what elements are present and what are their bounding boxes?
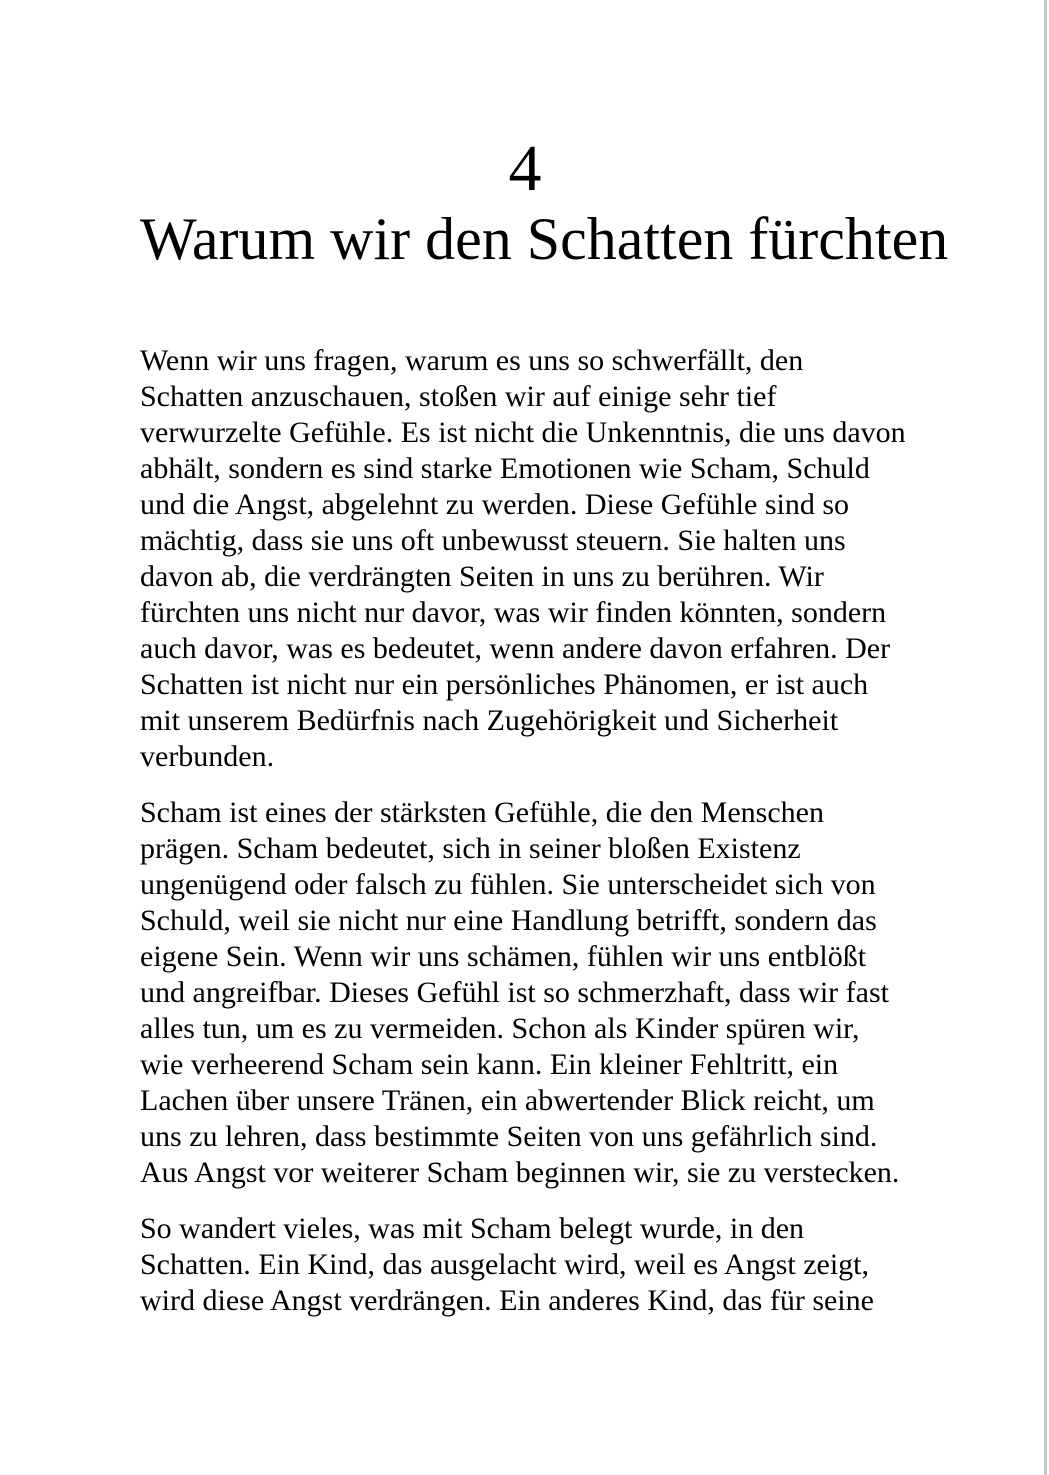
text-line: Wenn wir uns fragen, warum es uns so schwerfällt, den xyxy=(140,344,804,377)
body-text xyxy=(140,343,940,1339)
chapter-number: 4 xyxy=(508,132,542,205)
text-line: alles tun, um es zu vermeiden. Schon als Kinder spüren wir, xyxy=(140,1012,860,1045)
paragraph xyxy=(140,1211,940,1319)
text-line: Schuld, weil sie nicht nur eine Handlung betrifft, sondern das xyxy=(140,904,877,937)
text-line: Aus Angst vor weiterer Scham beginnen wir, sie zu verstecken. xyxy=(140,1156,900,1189)
paragraph xyxy=(140,795,940,1191)
page-edge-line xyxy=(1044,0,1047,1475)
text-line: eigene Sein. Wenn wir uns schämen, fühlen wir uns entblößt xyxy=(140,940,867,973)
chapter-title: Warum wir den Schatten fürchten xyxy=(140,206,949,272)
text-line: mit unserem Bedürfnis nach Zugehörigkeit und Sicherheit xyxy=(140,704,839,737)
text-line: prägen. Scham bedeutet, sich in seiner bloßen Existenz xyxy=(140,832,801,865)
text-line: verbunden. xyxy=(140,740,275,773)
text-line: ungenügend oder falsch zu fühlen. Sie unterscheidet sich von xyxy=(140,868,876,901)
text-line: Schatten ist nicht nur ein persönliches Phänomen, er ist auch xyxy=(140,668,869,701)
text-line: uns zu lehren, dass bestimmte Seiten von uns gefährlich sind. xyxy=(140,1120,878,1153)
text-line: So wandert vieles, was mit Scham belegt wurde, in den xyxy=(140,1212,805,1245)
text-line: abhält, sondern es sind starke Emotionen wie Scham, Schuld xyxy=(140,452,870,485)
text-line: fürchten uns nicht nur davor, was wir finden könnten, sondern xyxy=(140,596,887,629)
text-line: Schatten. Ein Kind, das ausgelacht wird, weil es Angst zeigt, xyxy=(140,1248,870,1281)
text-line: und angreifbar. Dieses Gefühl ist so schmerzhaft, dass wir fast xyxy=(140,976,889,1009)
text-line: davon ab, die verdrängten Seiten in uns zu berühren. Wir xyxy=(140,560,824,593)
text-line: wird diese Angst verdrängen. Ein anderes Kind, das für seine xyxy=(140,1284,874,1317)
text-line: und die Angst, abgelehnt zu werden. Diese Gefühle sind so xyxy=(140,488,849,521)
text-line: verwurzelte Gefühle. Es ist nicht die Unkenntnis, die uns davon xyxy=(140,416,906,449)
text-line: mächtig, dass sie uns oft unbewusst steuern. Sie halten uns xyxy=(140,524,846,557)
text-line: wie verheerend Scham sein kann. Ein kleiner Fehltritt, ein xyxy=(140,1048,839,1081)
text-line: auch davor, was es bedeutet, wenn andere davon erfahren. Der xyxy=(140,632,891,665)
text-line: Schatten anzuschauen, stoßen wir auf einige sehr tief xyxy=(140,380,777,413)
text-line: Scham ist eines der stärksten Gefühle, die den Menschen xyxy=(140,796,824,829)
text-line: Lachen über unsere Tränen, ein abwertender Blick reicht, um xyxy=(140,1084,875,1117)
paragraph xyxy=(140,343,940,775)
